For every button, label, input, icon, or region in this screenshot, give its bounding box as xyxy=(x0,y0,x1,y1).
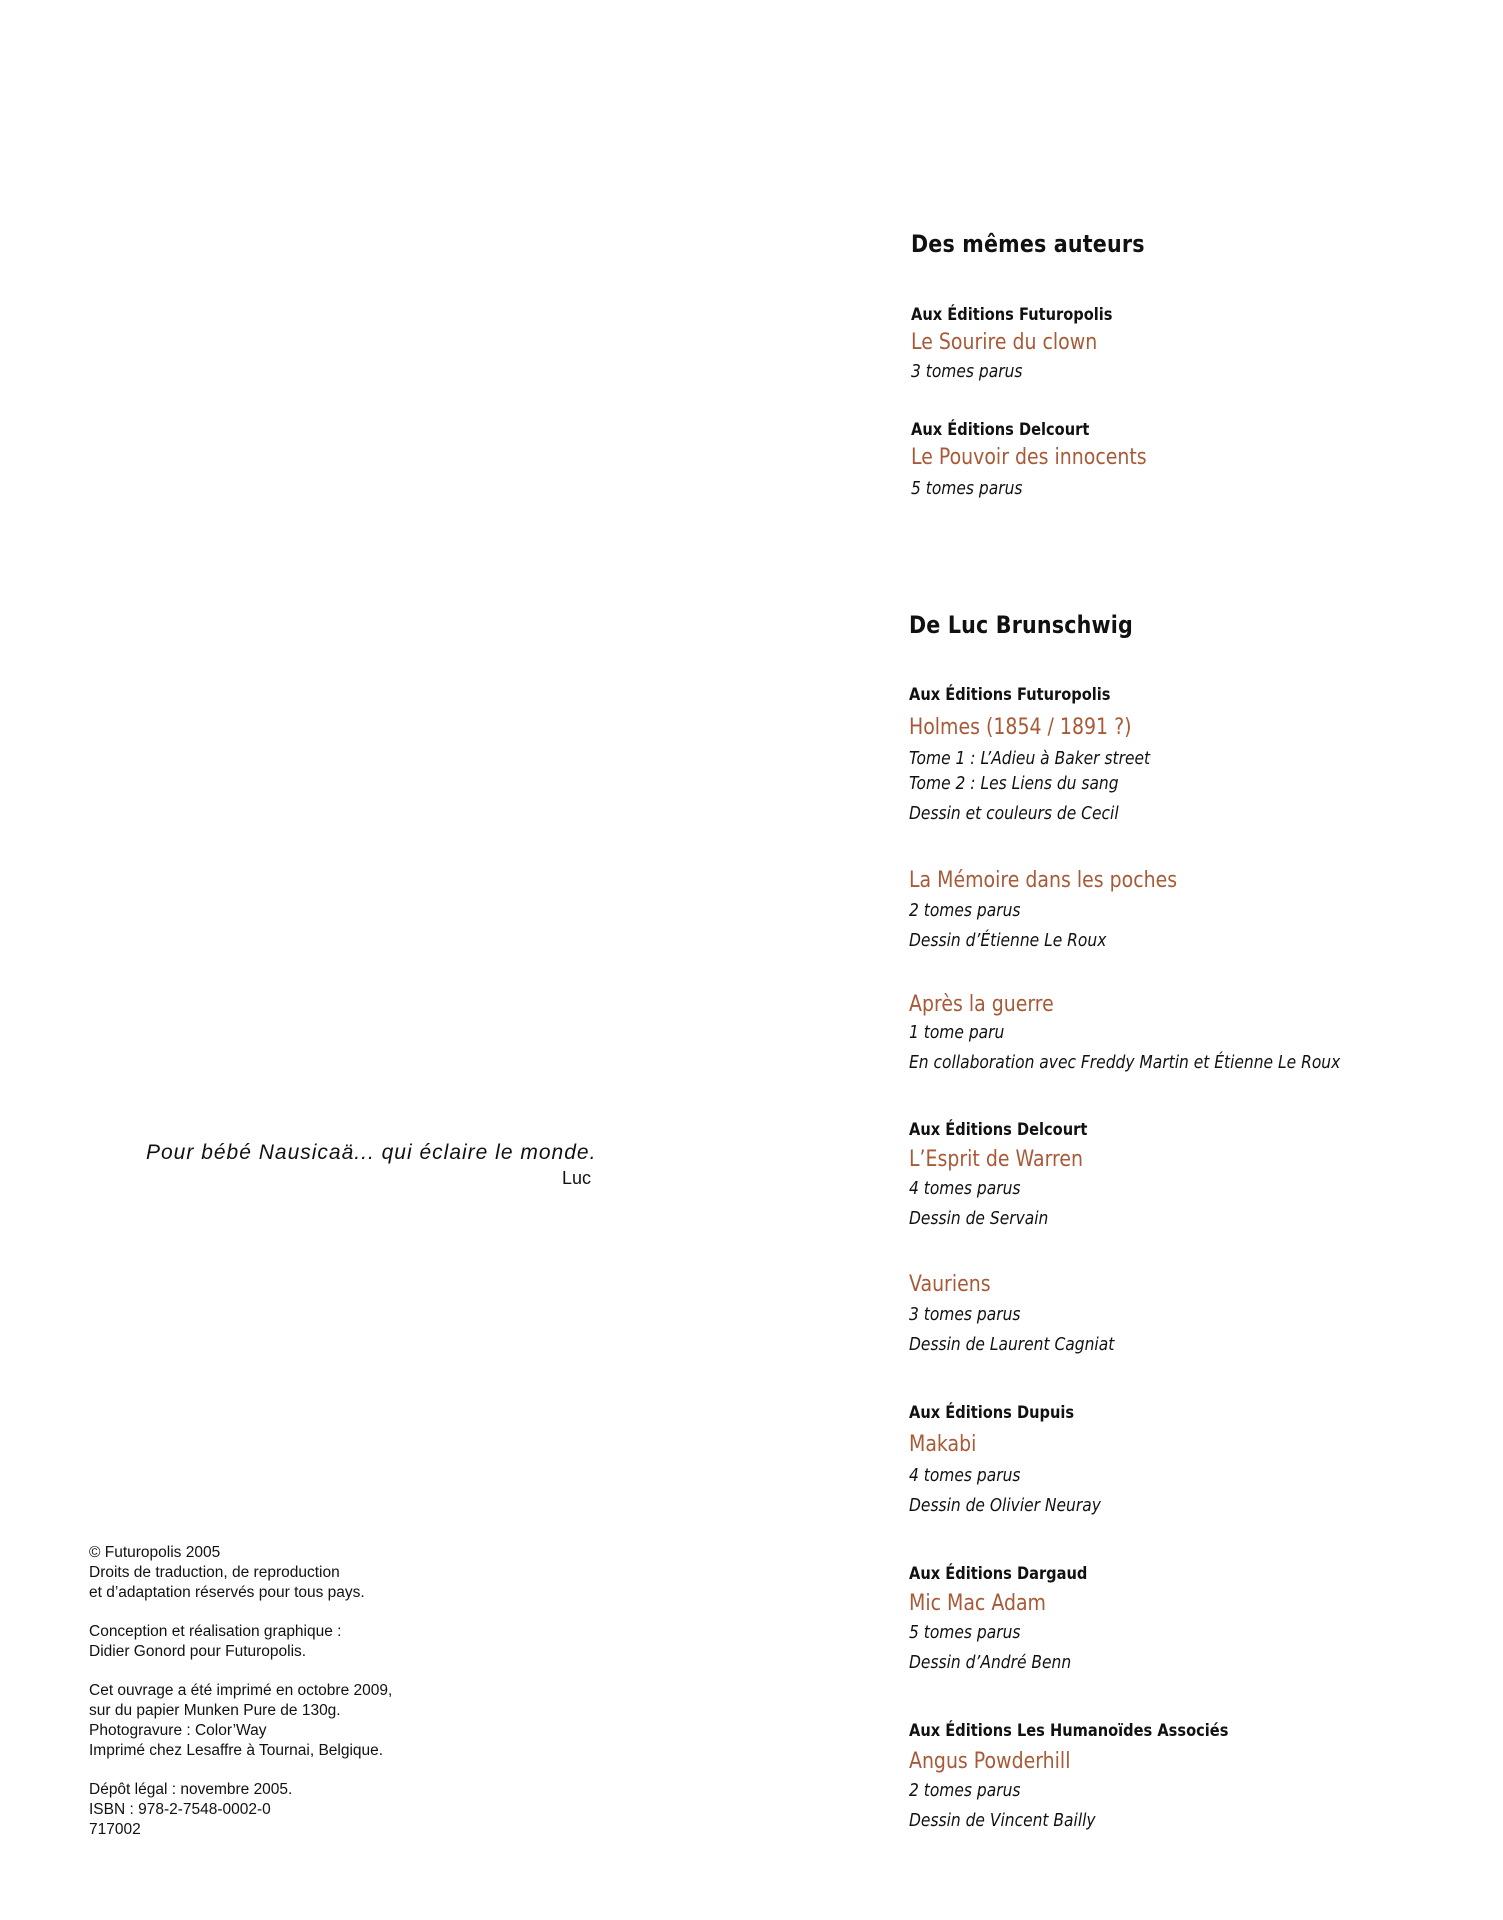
publisher-label: Aux Éditions Les Humanoïdes Associés xyxy=(909,1721,1229,1741)
book-note: 2 tomes parus xyxy=(909,1780,1021,1801)
book-credit: En collaboration avec Freddy Martin et Étienne Le Roux xyxy=(909,1052,1341,1073)
colophon-line: 717002 xyxy=(89,1821,141,1838)
colophon-line: © Futuropolis 2005 xyxy=(89,1544,221,1561)
colophon-line: Conception et réalisation graphique : xyxy=(89,1623,342,1640)
book-credit: Dessin de Laurent Cagniat xyxy=(909,1334,1115,1355)
book-title: Le Pouvoir des innocents xyxy=(911,445,1147,470)
book-credit: Dessin de Olivier Neuray xyxy=(909,1495,1101,1516)
book-credit: Dessin d’André Benn xyxy=(909,1652,1072,1673)
publisher-label: Aux Éditions Delcourt xyxy=(909,1120,1088,1140)
book-note: Tome 1 : L’Adieu à Baker street xyxy=(909,748,1151,769)
book-note: 3 tomes parus xyxy=(911,361,1023,382)
book-note: Tome 2 : Les Liens du sang xyxy=(909,773,1119,794)
book-title: Après la guerre xyxy=(909,992,1054,1017)
colophon-line: Imprimé chez Lesaffre à Tournai, Belgique. xyxy=(89,1742,384,1759)
book-title: La Mémoire dans les poches xyxy=(909,868,1178,893)
colophon-line: ISBN : 978-2-7548-0002-0 xyxy=(89,1801,271,1818)
publisher-label: Aux Éditions Dupuis xyxy=(909,1403,1075,1423)
colophon-line: Cet ouvrage a été imprimé en octobre 2009, xyxy=(89,1682,393,1699)
book-title: Mic Mac Adam xyxy=(909,1591,1046,1616)
section-heading-luc: De Luc Brunschwig xyxy=(909,611,1133,639)
book-credit: Dessin de Servain xyxy=(909,1208,1049,1229)
colophon-line: Photogravure : Color’Way xyxy=(89,1722,267,1739)
book-title: L’Esprit de Warren xyxy=(909,1147,1084,1172)
book-title: Holmes (1854 / 1891 ?) xyxy=(909,715,1132,740)
book-credit: Dessin d’Étienne Le Roux xyxy=(909,930,1107,951)
book-note: 5 tomes parus xyxy=(911,478,1023,499)
book-note: 5 tomes parus xyxy=(909,1622,1021,1643)
dedication-signature: Luc xyxy=(562,1168,592,1188)
colophon-line: sur du papier Munken Pure de 130g. xyxy=(89,1702,341,1719)
section-heading-same-authors: Des mêmes auteurs xyxy=(911,230,1145,258)
book-note: 4 tomes parus xyxy=(909,1465,1021,1486)
publisher-label: Aux Éditions Futuropolis xyxy=(909,685,1111,705)
publisher-label: Aux Éditions Futuropolis xyxy=(911,305,1113,325)
book-title: Vauriens xyxy=(909,1272,991,1297)
book-credit: Dessin et couleurs de Cecil xyxy=(909,803,1119,824)
colophon-line: et d’adaptation réservés pour tous pays. xyxy=(89,1584,365,1601)
colophon-line: Didier Gonord pour Futuropolis. xyxy=(89,1643,307,1660)
book-note: 1 tome paru xyxy=(909,1022,1005,1043)
book-credit: Dessin de Vincent Bailly xyxy=(909,1810,1096,1831)
colophon-line: Droits de traduction, de reproduction xyxy=(89,1564,340,1581)
publisher-label: Aux Éditions Dargaud xyxy=(909,1564,1088,1584)
book-note: 4 tomes parus xyxy=(909,1178,1021,1199)
colophon-line: Dépôt légal : novembre 2005. xyxy=(89,1781,293,1798)
colophon xyxy=(89,1543,392,1840)
dedication-text: Pour bébé Nausicaä... qui éclaire le monde. xyxy=(146,1141,597,1164)
book-title: Le Sourire du clown xyxy=(911,330,1098,355)
book-title: Angus Powderhill xyxy=(909,1749,1071,1774)
book-note: 3 tomes parus xyxy=(909,1304,1021,1325)
book-title: Makabi xyxy=(909,1432,977,1457)
publisher-label: Aux Éditions Delcourt xyxy=(911,420,1090,440)
book-note: 2 tomes parus xyxy=(909,900,1021,921)
